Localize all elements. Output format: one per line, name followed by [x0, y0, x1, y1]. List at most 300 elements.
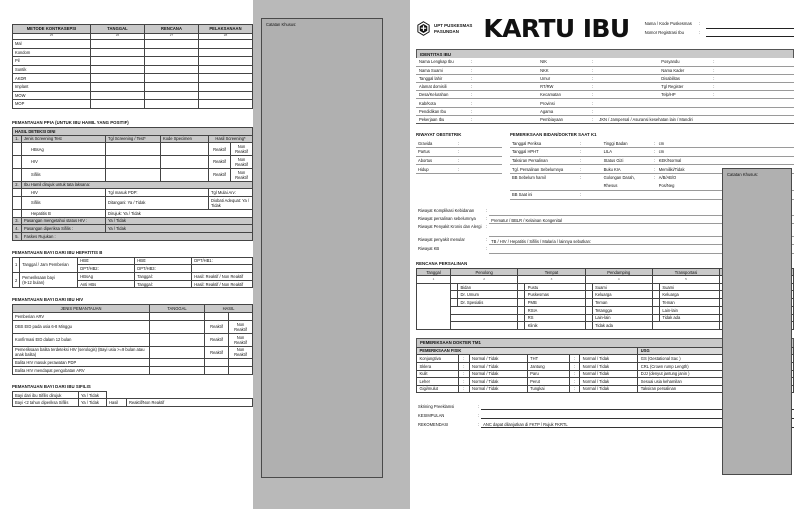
cell-pelaksanaan[interactable]: [199, 48, 253, 57]
rp-pendamping-option[interactable]: Tetangga: [592, 306, 652, 314]
identitas-band: IDENTITAS IBU: [416, 49, 794, 58]
method-label: Implant: [13, 83, 91, 92]
col-number-2: 26: [91, 33, 145, 39]
rp-transportasi-option[interactable]: Teman: [659, 299, 719, 307]
usg-label: Taksiran persalinan: [638, 385, 748, 393]
fisik-value-right[interactable]: Normal / Tidak: [580, 355, 638, 363]
hepb-hbsag-tanggal[interactable]: Tanggal:: [135, 273, 192, 281]
hepb-antihbs-tanggal[interactable]: Tanggal:: [135, 280, 192, 288]
tail-label: REKOMENDASI: [418, 422, 449, 428]
cell-hasil-b[interactable]: [229, 367, 253, 375]
ppia-row1-index: 1.: [13, 135, 22, 143]
rp-number-1: 1: [417, 276, 451, 283]
k1-value-left[interactable]: [583, 191, 601, 200]
option-non-reaktif[interactable]: Non Reaktif: [231, 143, 253, 156]
cell-pelaksanaan[interactable]: [199, 65, 253, 74]
rp-transportasi-option[interactable]: Suami: [659, 283, 719, 291]
checkbox-transportasi[interactable]: [652, 306, 659, 314]
ppia-row3-value[interactable]: Ya / Tidak: [106, 217, 253, 225]
ppia-row2-label: Ibu Hamil dirujuk untuk tata laksana:: [22, 181, 253, 189]
hepb-row2-label-line2: (9-12 bulan): [22, 280, 45, 286]
cell-tgl-screening[interactable]: [106, 156, 161, 169]
colon: :: [456, 165, 502, 174]
riwayat-label: Riwayat Penyakit Kronis dan Alergi: [418, 224, 482, 230]
rp-transportasi-option[interactable]: Lain-lain: [659, 306, 719, 314]
checkbox-tempat[interactable]: [518, 306, 525, 314]
cell-tanggal[interactable]: [91, 40, 145, 49]
col-header-rencana: RENCANA: [145, 25, 199, 34]
identitas-value-2[interactable]: [596, 107, 658, 115]
obstetrik-label: Abortus: [416, 156, 456, 165]
k1-label-right: Rhesus: [602, 182, 652, 191]
hepb-dpt-hb1[interactable]: DPT/HB1:: [192, 257, 253, 265]
hiv-field-pdp[interactable]: Tgl masuk PDP:: [106, 189, 209, 197]
k1-value-right[interactable]: KEK/Normal: [657, 156, 794, 165]
identitas-value-3[interactable]: [717, 58, 794, 66]
hepb-field-dirujuk[interactable]: Dirujuk: Ya / Tidak: [106, 209, 253, 217]
rp-tempat-option[interactable]: RS: [525, 314, 585, 322]
ppia-col-jenis: Jenis Screening Test: [22, 135, 106, 143]
table-row: [13, 40, 253, 49]
sifilis-field-ditangani[interactable]: Ditangani: Ya / Tidak: [106, 197, 209, 210]
rp-col-tanggal: Tanggal: [417, 268, 451, 276]
colon: :: [578, 139, 583, 148]
col-header-pelaksanaan: PELAKSANAAN: [199, 25, 253, 34]
k1-value-right[interactable]: Memiliki/Tidak: [657, 165, 794, 174]
table-row: [13, 168, 253, 181]
cell-kode-specimen[interactable]: [161, 168, 209, 181]
fisik-value-left[interactable]: Normal / Tidak: [469, 355, 527, 363]
fisik-value-left[interactable]: Normal / Tidak: [469, 378, 527, 386]
table-row: [13, 391, 253, 399]
identitas-value-2[interactable]: [596, 58, 658, 66]
colon: :: [710, 74, 717, 82]
cell-rencana[interactable]: [145, 100, 199, 109]
subband-usg: USG: [638, 347, 794, 355]
cell-tanggal[interactable]: [91, 65, 145, 74]
cell-pelaksanaan[interactable]: [199, 40, 253, 49]
checkbox-transportasi[interactable]: [652, 299, 659, 307]
hepb-empty[interactable]: [192, 265, 253, 273]
cell-tanggal[interactable]: [150, 367, 205, 375]
ppia-row2-index: 2.: [13, 181, 22, 189]
checkbox-transportasi[interactable]: [652, 291, 659, 299]
method-label: Pil: [13, 57, 91, 66]
fisik-value-right[interactable]: Normal / Tidak: [580, 378, 638, 386]
cell-pelaksanaan[interactable]: [199, 100, 253, 109]
hiv-col-hasil: HASIL: [205, 305, 253, 313]
hepb-dpt-hb2[interactable]: DPT/HB2:: [78, 265, 135, 273]
fisik-value-right[interactable]: Normal / Tidak: [580, 385, 638, 393]
logo-line-1: UPT PUSKESMAS: [434, 23, 473, 28]
col-header-metode: METODE KONTRASEPSI: [13, 25, 91, 34]
colon: :: [486, 245, 488, 251]
spacer: [13, 197, 22, 210]
k1-label-right: Tinggi Badan: [602, 139, 652, 148]
cell-tgl-screening[interactable]: [106, 143, 161, 156]
cell-tanggal[interactable]: [150, 313, 205, 321]
table-row: [416, 74, 794, 82]
identitas-label-1: Desa/Kelurahan: [416, 91, 468, 99]
checkbox-transportasi[interactable]: [652, 283, 659, 291]
pembiayaan-options[interactable]: JKN / Jampersal / Asuransi kesehatan lain / Mandiri: [596, 115, 794, 123]
cell-hasil-a[interactable]: [205, 313, 229, 321]
identitas-value-2[interactable]: [596, 66, 658, 74]
table-row: [416, 58, 794, 66]
k1-label-left: Tgl. Persalinan Sebelumnya: [510, 165, 578, 174]
identitas-label-3: Posyandu: [658, 58, 710, 66]
table-row: [13, 320, 253, 333]
rp-tempat-option[interactable]: PMB: [525, 299, 585, 307]
rp-transportasi-option[interactable]: Keluarga: [659, 291, 719, 299]
ppia-row4-index: 4.: [13, 225, 22, 233]
option-non-reaktif[interactable]: Non Reaktif: [231, 168, 253, 181]
colon: :: [468, 115, 475, 123]
table-row: [13, 48, 253, 57]
fisik-value-right[interactable]: Normal / Tidak: [580, 370, 638, 378]
identitas-table: [416, 58, 794, 124]
k1-value-left[interactable]: [583, 182, 601, 191]
riwayat-value[interactable]: Prematur / BBLR / Kelainan Kongenital: [489, 215, 794, 223]
checkbox-transportasi[interactable]: [652, 314, 659, 322]
identitas-label-2: NIK: [537, 58, 589, 66]
cell-rencana[interactable]: [145, 48, 199, 57]
cell-tanggal[interactable]: [91, 91, 145, 100]
hepb-dpt-hb3[interactable]: DPT/HB3:: [135, 265, 192, 273]
cell-hasil-a[interactable]: [205, 359, 229, 367]
colon: :: [710, 91, 717, 99]
identitas-label-3: [658, 99, 710, 107]
k1-value-right[interactable]: cm: [657, 148, 794, 157]
hepb-row1-label: Tanggal / Jam Pemberian: [20, 257, 78, 272]
k1-value-right[interactable]: Pos/Neg: [657, 182, 794, 191]
checkbox-tempat[interactable]: [518, 283, 525, 291]
identitas-label-3: [658, 107, 710, 115]
rp-tempat-option[interactable]: Pustu: [525, 283, 585, 291]
identitas-value-2[interactable]: [596, 74, 658, 82]
ppia-row5-label[interactable]: Faskes Rujukan :: [22, 232, 253, 240]
fisik-label-right: Perut: [527, 378, 569, 386]
rp-tanggal-cell[interactable]: [417, 283, 451, 329]
cell-kode-specimen[interactable]: [161, 143, 209, 156]
rp-transportasi-empty[interactable]: [652, 322, 719, 330]
colon: :: [459, 378, 469, 386]
ppia-band: HASIL DETEKSI DINI: [13, 127, 253, 135]
cell-pelaksanaan[interactable]: [199, 83, 253, 92]
cell-rencana[interactable]: [145, 57, 199, 66]
catatan-khusus-right[interactable]: Catatan Khusus:: [722, 168, 792, 475]
cell-tanggal[interactable]: [91, 48, 145, 57]
cell-tanggal[interactable]: [91, 74, 145, 83]
hepb-hbsag: HBsAg: [78, 273, 135, 281]
colon: :: [589, 66, 596, 74]
identitas-label-1: Nama Lengkap Ibu: [416, 58, 468, 66]
cell-rencana[interactable]: [145, 83, 199, 92]
field-colon: :: [698, 29, 700, 35]
colon: :: [653, 157, 655, 163]
identitas-value-1[interactable]: [475, 107, 537, 115]
colon: :: [653, 175, 655, 181]
identitas-label-1: Tanggal lahir: [416, 74, 468, 82]
checkbox-pendamping[interactable]: [585, 291, 592, 299]
fisik-label-left: Konjungtiva: [417, 355, 459, 363]
method-label: Kondom: [13, 48, 91, 57]
rp-penolong-option[interactable]: Dr. Spesialis: [458, 299, 518, 307]
ppia-row4: [13, 225, 253, 233]
tail-colon: :: [478, 404, 480, 410]
table-row: [13, 100, 253, 109]
identitas-value-2[interactable]: [596, 99, 658, 107]
hepb-antihbs-hasil[interactable]: Hasil: Reaktif / Non Reaktif: [192, 280, 253, 288]
hepb-row2-label-line1: Pemeriksaan bayi: [22, 275, 55, 281]
tail-value[interactable]: ANC dapat dilanjutkan di FKTP / Rujuk FKRTL: [481, 418, 794, 427]
checkbox-pendamping[interactable]: [585, 299, 592, 307]
rp-tempat-option[interactable]: Puskesmas: [525, 291, 585, 299]
identitas-value-1[interactable]: [475, 83, 537, 91]
fisik-value-right[interactable]: Normal / Tidak: [580, 362, 638, 370]
identitas-value-1[interactable]: [475, 115, 537, 123]
syphilis-hasil-value[interactable]: Reaktif/Non Reaktif: [127, 399, 253, 407]
k1-label-left: [510, 182, 578, 191]
identitas-value-1[interactable]: [475, 99, 537, 107]
k1-value-left[interactable]: [583, 139, 601, 148]
rp-penolong-option[interactable]: Dr. Umum: [458, 291, 518, 299]
hepb-hb0-a[interactable]: HB0:: [78, 257, 135, 265]
field-input-line[interactable]: [706, 30, 794, 37]
option-non-reaktif[interactable]: Non Reaktif: [229, 346, 253, 359]
k1-label-left: Taksiran Persalinan: [510, 156, 578, 165]
cell-hasil-a[interactable]: [205, 367, 229, 375]
subband-pemeriksaan-fisik: PEMERIKSAAN FISIK: [417, 347, 638, 355]
k1-label-right: [602, 191, 652, 200]
identitas-label-1: Kab/Kota: [416, 99, 468, 107]
identitas-value-1[interactable]: [475, 66, 537, 74]
table-row: [13, 209, 253, 217]
cell-rencana[interactable]: [145, 91, 199, 100]
identitas-value-3[interactable]: [717, 66, 794, 74]
checkbox-pendamping[interactable]: [585, 283, 592, 291]
fisik-value-left[interactable]: Normal / Tidak: [469, 370, 527, 378]
cell-hasil-b[interactable]: [229, 359, 253, 367]
cell-tanggal[interactable]: [91, 57, 145, 66]
rp-penolong-option[interactable]: Bidan: [458, 283, 518, 291]
ppia-col-hasil: Hasil Screening*: [209, 135, 253, 143]
col-number-4: 28: [199, 33, 253, 39]
option-reaktif[interactable]: Reaktif: [205, 320, 229, 333]
hepb-hbsag-hasil[interactable]: Hasil: Reaktif / Non Reaktif: [192, 273, 253, 281]
ppia-col-kode: Kode Specimen: [161, 135, 209, 143]
cell-pelaksanaan[interactable]: [199, 57, 253, 66]
riwayat-value[interactable]: TB / HIV / Hepatitis / Sifilis / Malaria / lainnya sebutkan:: [489, 236, 794, 244]
table-row: [416, 165, 502, 174]
identitas-value-3[interactable]: [717, 91, 794, 99]
method-label: AKDR: [13, 74, 91, 83]
fisik-value-left[interactable]: Normal / Tidak: [469, 362, 527, 370]
cell-pelaksanaan[interactable]: [199, 74, 253, 83]
table-row: [13, 399, 253, 407]
rp-pendamping-option[interactable]: Suami: [592, 283, 652, 291]
identitas-value-2[interactable]: [596, 83, 658, 91]
field-label: Nama / Kode Puskesmas: [644, 21, 692, 27]
colon: :: [468, 83, 475, 91]
option-reaktif[interactable]: Reaktif: [205, 346, 229, 359]
cell-kode-specimen[interactable]: [161, 156, 209, 169]
k1-value-left[interactable]: [583, 165, 601, 174]
table-row: [13, 367, 253, 375]
identitas-value-1[interactable]: [475, 58, 537, 66]
option-non-reaktif[interactable]: Non Reaktif: [231, 156, 253, 169]
cell-rencana[interactable]: [145, 74, 199, 83]
test-label: Sifilis: [22, 168, 106, 181]
cell-tanggal[interactable]: [150, 320, 205, 333]
identitas-label-3: Tgl Register: [658, 83, 710, 91]
option-non-reaktif[interactable]: Non Reaktif: [229, 320, 253, 333]
rp-col-pendamping: Pendamping: [585, 268, 652, 276]
field-input-line[interactable]: [706, 22, 794, 29]
cell-tanggal[interactable]: [91, 83, 145, 92]
identitas-value-3[interactable]: [717, 107, 794, 115]
table-row: [13, 333, 253, 346]
syphilis-row1-value[interactable]: Ya / Tidak: [79, 391, 107, 399]
identitas-value-3[interactable]: [717, 74, 794, 82]
hiv-row-label: Pemberian ARV: [13, 313, 150, 321]
colon: :: [580, 157, 582, 163]
colon: :: [589, 58, 596, 66]
method-label: MOP: [13, 100, 91, 109]
checkbox-tempat[interactable]: [518, 291, 525, 299]
rp-transportasi-option[interactable]: Tidak ada: [659, 314, 719, 322]
checkbox-tempat[interactable]: [518, 299, 525, 307]
spacer: [13, 143, 22, 156]
cell-tgl-screening[interactable]: [106, 168, 161, 181]
k1-value-left[interactable]: [583, 173, 601, 182]
colon: :: [468, 66, 475, 74]
checkbox-penolong[interactable]: [451, 291, 458, 299]
k1-value-right[interactable]: cm: [657, 139, 794, 148]
identitas-label-2: Umur: [537, 74, 589, 82]
puskesmas-hexagon-logo-icon: [416, 21, 431, 36]
spacer: [13, 209, 22, 217]
k1-value-left[interactable]: [583, 148, 601, 157]
fisik-label-left: Sklera: [417, 362, 459, 370]
fisik-label-left: Leher: [417, 378, 459, 386]
test-label: HIV: [22, 156, 106, 169]
k1-title: PEMERIKSAAN BIDAN/DOKTER SAAT K1: [510, 132, 597, 138]
hepb-row1-index: 1: [13, 257, 20, 272]
hiv-block: [12, 297, 253, 374]
hepb-hb0-b[interactable]: HB0:: [135, 257, 192, 265]
identitas-label-1: Alamat domisili: [416, 83, 468, 91]
rp-col-penolong: Penolong: [451, 268, 518, 276]
hiv-field-arv[interactable]: Tgl Mulai Arv:: [209, 189, 253, 197]
option-reaktif[interactable]: Reaktif: [209, 143, 231, 156]
option-reaktif[interactable]: Reaktif: [205, 333, 229, 346]
cell-tanggal[interactable]: [150, 346, 205, 359]
checkbox-pendamping[interactable]: [585, 306, 592, 314]
rp-penolong-empty[interactable]: [451, 306, 518, 314]
cell-tanggal[interactable]: [91, 100, 145, 109]
checkbox-tempat[interactable]: [518, 314, 525, 322]
rp-pendamping-option[interactable]: Keluarga: [592, 291, 652, 299]
cell-tanggal[interactable]: [150, 333, 205, 346]
syphilis-row2-value[interactable]: Ya / Tidak: [79, 399, 107, 407]
option-non-reaktif[interactable]: Non Reaktif: [229, 333, 253, 346]
colon: :: [589, 115, 596, 123]
identitas-value-2[interactable]: [596, 91, 658, 99]
rp-pendamping-option[interactable]: Lain-lain: [592, 314, 652, 322]
cell-pelaksanaan[interactable]: [199, 91, 253, 100]
k1-value-left[interactable]: [583, 156, 601, 165]
checkbox-penolong[interactable]: [451, 283, 458, 291]
rencana-title: RENCANA PERSALINAN: [416, 260, 468, 266]
checkbox-pendamping[interactable]: [585, 322, 592, 330]
table-row: [13, 65, 253, 74]
ppia-col-tgl: Tgl Screening / Test*: [106, 135, 161, 143]
cell-tanggal[interactable]: [150, 359, 205, 367]
ppia-row5-index: 5.: [13, 232, 22, 240]
cell-rencana[interactable]: [145, 65, 199, 74]
fisik-value-left[interactable]: Normal / Tidak: [469, 385, 527, 393]
rp-tempat-option[interactable]: Klinik: [525, 322, 585, 330]
rp-pendamping-option[interactable]: Teman: [592, 299, 652, 307]
option-reaktif[interactable]: Reaktif: [209, 168, 231, 181]
usg-label: CRL (Crown rump Length): [638, 362, 748, 370]
table-row: [13, 273, 253, 281]
field-colon: :: [698, 21, 700, 27]
colon: :: [580, 166, 582, 172]
identitas-value-1[interactable]: [475, 91, 537, 99]
identitas-value-3[interactable]: [717, 99, 794, 107]
catatan-khusus-left[interactable]: Catatan Khusus:: [261, 18, 383, 478]
rp-penolong-empty[interactable]: [451, 322, 518, 330]
hiv-title: PEMANTAUAN BAYI DARI IBU HIV: [12, 297, 84, 303]
ppia-row4-value[interactable]: Ya / Tidak: [106, 225, 253, 233]
identitas-value-3[interactable]: [717, 83, 794, 91]
colon: :: [486, 224, 488, 230]
colon: :: [456, 139, 502, 148]
logo-text: [434, 23, 472, 34]
colon: :: [580, 175, 582, 181]
rp-penolong-empty[interactable]: [451, 314, 518, 322]
colon: :: [468, 107, 475, 115]
ppia-band-row: [13, 127, 253, 135]
sifilis-field-diobati[interactable]: Diobati Adequat: Ya / Tidak: [209, 197, 253, 210]
hiv-row-label: Pemeriksaan balita terdeteksi HIV (serologis) (Bayi usia >=9 bulan atau anak balita): [13, 346, 150, 359]
identitas-label-3: Disabilitas: [658, 74, 710, 82]
colon: :: [486, 237, 488, 243]
k1-label-right: Status Gizi: [602, 156, 652, 165]
contraception-table: [12, 24, 253, 109]
k1-value-right[interactable]: A/B/AB/O: [658, 175, 677, 181]
colon: :: [459, 362, 469, 370]
table-row: [13, 143, 253, 156]
checkbox-tempat[interactable]: [518, 322, 525, 330]
option-reaktif[interactable]: Reaktif: [209, 156, 231, 169]
cell-rencana[interactable]: [145, 40, 199, 49]
cell-hasil-b[interactable]: [229, 313, 253, 321]
colon: :: [653, 149, 655, 155]
identitas-block: [416, 49, 794, 124]
colon: :: [653, 166, 655, 172]
rp-pendamping-option[interactable]: Tidak ada: [592, 322, 652, 330]
rp-number-4: 4: [585, 276, 652, 283]
rp-tempat-option[interactable]: RSIA: [525, 306, 585, 314]
checkbox-penolong[interactable]: [451, 299, 458, 307]
identitas-value-1[interactable]: [475, 74, 537, 82]
checkbox-pendamping[interactable]: [585, 314, 592, 322]
method-label: Suntik: [13, 65, 91, 74]
table-row: [416, 139, 502, 148]
